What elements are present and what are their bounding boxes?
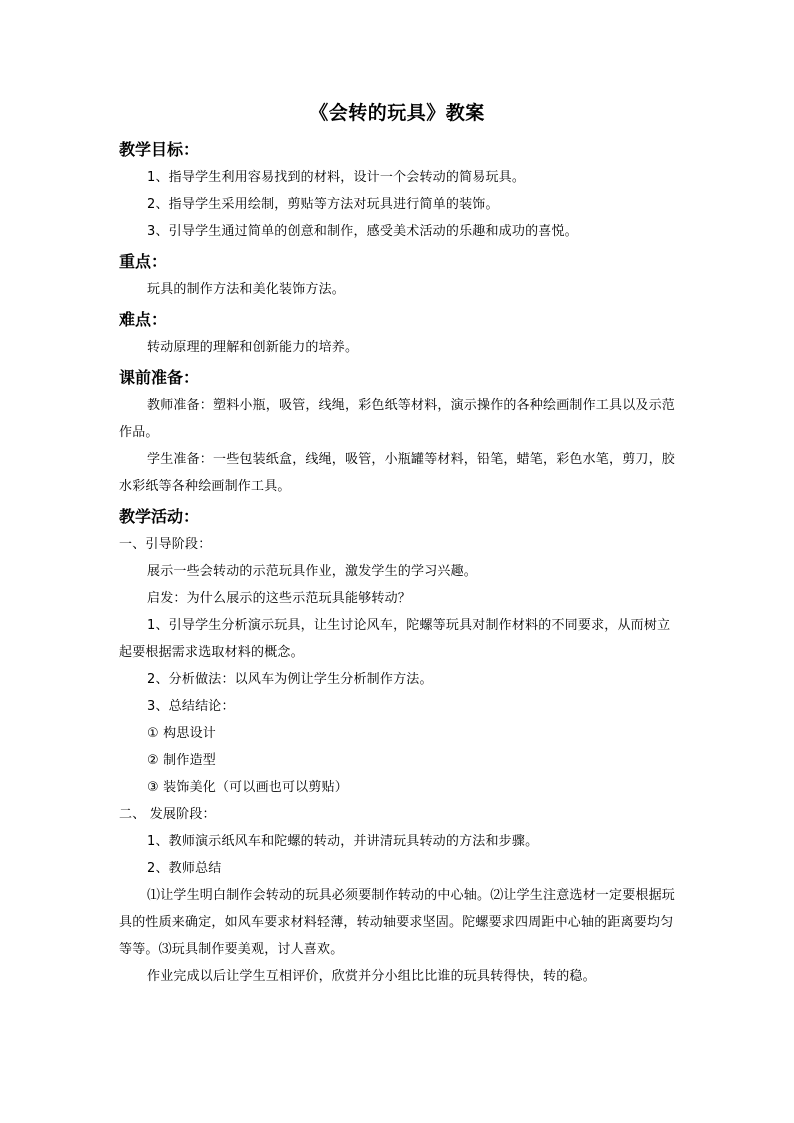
- stage1-step-1: ① 构思设计: [147, 726, 216, 741]
- key-text: 玩具的制作方法和美化装饰方法。: [147, 282, 346, 297]
- stage1-step-2: ② 制作造型: [147, 753, 216, 768]
- document-body: [119, 136, 679, 990]
- stage2-line-4: 作业完成以后让学生互相评价，欣赏并分小组比比谁的玩具转得快，转的稳。: [147, 969, 596, 984]
- page-title: 《会转的玩具》教案: [309, 102, 485, 124]
- goal-item-3: 3、引导学生通过简单的创意和制作，感受美术活动的乐趣和成功的喜悦。: [147, 224, 578, 239]
- heading-goals: 教学目标：: [119, 140, 200, 159]
- goal-item-1: 1、指导学生利用容易找到的材料，设计一个会转动的简易玩具。: [147, 170, 526, 185]
- heading-difficulty: 难点：: [119, 310, 168, 329]
- goal-item-2: 2、指导学生采用绘制，剪贴等方法对玩具进行简单的装饰。: [147, 197, 499, 212]
- stage1-line-4: 2、分析做法：以风车为例让学生分析制作方法。: [147, 672, 433, 687]
- prep-teacher: 教师准备：塑料小瓶，吸管，线绳，彩色纸等材料，演示操作的各种绘画制作工具以及示范作品。: [119, 398, 676, 440]
- stage1-line-3: 1、引导学生分析演示玩具，让生讨论风车，陀螺等玩具对制作材料的不同要求，从而树立起要根据需求选取材料的概念。: [119, 618, 671, 660]
- stage2-line-1: 1、教师演示纸风车和陀螺的转动，并讲清玩具转动的方法和步骤。: [147, 834, 539, 849]
- stage1-line-5: 3、总结结论：: [147, 699, 235, 714]
- difficulty-text: 转动原理的理解和创新能力的培养。: [147, 340, 359, 355]
- heading-prep: 课前准备：: [119, 368, 200, 387]
- stage2-line-3: ⑴让学生明白制作会转动的玩具必须要制作转动的中心轴。⑵让学生注意选材一定要根据玩具的性质来确定，如风车要求材料轻薄，转动轴要求坚固。陀螺要求四周距中心轴的距离要均匀等等。⑶玩具制作要美观，讨人喜欢。: [119, 888, 676, 957]
- stage2-line-2: 2、教师总结: [147, 861, 222, 876]
- stage1-title: 一、引导阶段：: [119, 537, 212, 552]
- stage2-title: 二、 发展阶段：: [119, 807, 216, 822]
- stage1-line-2: 启发：为什么展示的这些示范玩具能够转动？: [147, 591, 412, 606]
- heading-key: 重点：: [119, 252, 168, 271]
- prep-student: 学生准备：一些包装纸盒，线绳，吸管，小瓶罐等材料，铅笔，蜡笔，彩色水笔，剪刀，胶水彩纸等各种绘画制作工具。: [119, 452, 676, 494]
- heading-activities: 教学活动：: [119, 507, 200, 526]
- stage1-line-1: 展示一些会转动的示范玩具作业，激发学生的学习兴趣。: [147, 564, 478, 579]
- stage1-step-3: ③ 装饰美化（可以画也可以剪贴）: [147, 780, 348, 795]
